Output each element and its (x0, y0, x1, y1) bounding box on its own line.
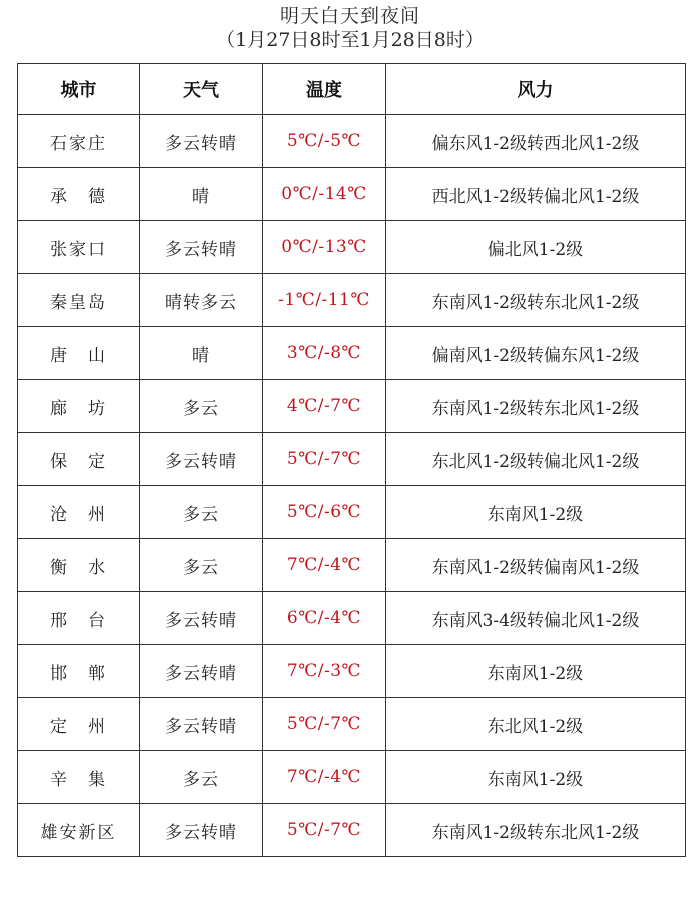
temperature-cell: 5℃/-7℃ (263, 433, 386, 486)
temperature-cell: 3℃/-8℃ (263, 327, 386, 380)
temperature-cell: 0℃/-14℃ (263, 168, 386, 221)
wind-cell: 东南风1-2级转偏南风1-2级 (386, 539, 686, 592)
temperature-cell: 4℃/-7℃ (263, 380, 386, 433)
table-row (18, 168, 686, 221)
forecast-table (17, 63, 686, 857)
city-cell: 定 州 (18, 698, 140, 751)
weather-cell: 多云转晴 (140, 433, 263, 486)
weather-cell: 多云转晴 (140, 115, 263, 168)
table-header-row (18, 64, 686, 115)
temperature-cell: 0℃/-13℃ (263, 221, 386, 274)
weather-cell: 多云转晴 (140, 698, 263, 751)
weather-cell: 多云 (140, 380, 263, 433)
city-cell: 沧 州 (18, 486, 140, 539)
wind-cell: 东南风1-2级转东北风1-2级 (386, 804, 686, 857)
city-cell: 辛 集 (18, 751, 140, 804)
temperature-cell: 7℃/-3℃ (263, 645, 386, 698)
city-cell: 承 德 (18, 168, 140, 221)
wind-cell: 东北风1-2级 (386, 698, 686, 751)
weather-cell: 多云转晴 (140, 592, 263, 645)
document-subtitle: （1月27日8时至1月28日8时） (216, 29, 484, 51)
city-cell: 保 定 (18, 433, 140, 486)
temperature-cell: 7℃/-4℃ (263, 751, 386, 804)
table-row (18, 592, 686, 645)
table-row (18, 751, 686, 804)
table-row (18, 327, 686, 380)
city-cell: 邢 台 (18, 592, 140, 645)
wind-cell: 偏北风1-2级 (386, 221, 686, 274)
weather-cell: 多云 (140, 486, 263, 539)
column-header-weather: 天气 (140, 64, 263, 115)
wind-cell: 东北风1-2级转偏北风1-2级 (386, 433, 686, 486)
city-cell: 秦皇岛 (18, 274, 140, 327)
weather-cell: 多云转晴 (140, 804, 263, 857)
column-header-city: 城市 (18, 64, 140, 115)
wind-cell: 偏南风1-2级转偏东风1-2级 (386, 327, 686, 380)
temperature-cell: 5℃/-7℃ (263, 804, 386, 857)
weather-cell: 多云转晴 (140, 645, 263, 698)
table-row (18, 274, 686, 327)
city-cell: 衡 水 (18, 539, 140, 592)
wind-cell: 东南风1-2级 (386, 645, 686, 698)
temperature-cell: -1℃/-11℃ (263, 274, 386, 327)
wind-cell: 偏东风1-2级转西北风1-2级 (386, 115, 686, 168)
temperature-cell: 5℃/-7℃ (263, 698, 386, 751)
table-row (18, 380, 686, 433)
city-cell: 雄安新区 (18, 804, 140, 857)
column-header-temperature: 温度 (263, 64, 386, 115)
wind-cell: 东南风1-2级转东北风1-2级 (386, 380, 686, 433)
city-cell: 张家口 (18, 221, 140, 274)
table-row (18, 433, 686, 486)
temperature-cell: 5℃/-5℃ (263, 115, 386, 168)
document-header (0, 4, 700, 52)
table-row (18, 804, 686, 857)
table-row (18, 698, 686, 751)
city-cell: 唐 山 (18, 327, 140, 380)
weather-cell: 多云 (140, 539, 263, 592)
wind-cell: 东南风1-2级 (386, 486, 686, 539)
table-row (18, 486, 686, 539)
wind-cell: 东南风1-2级 (386, 751, 686, 804)
wind-cell: 西北风1-2级转偏北风1-2级 (386, 168, 686, 221)
weather-cell: 多云 (140, 751, 263, 804)
city-cell: 石家庄 (18, 115, 140, 168)
table-row (18, 115, 686, 168)
temperature-cell: 5℃/-6℃ (263, 486, 386, 539)
document-title: 明天白天到夜间 (279, 5, 420, 27)
weather-cell: 晴转多云 (140, 274, 263, 327)
temperature-cell: 6℃/-4℃ (263, 592, 386, 645)
table-row (18, 645, 686, 698)
city-cell: 廊 坊 (18, 380, 140, 433)
city-cell: 邯 郸 (18, 645, 140, 698)
wind-cell: 东南风1-2级转东北风1-2级 (386, 274, 686, 327)
weather-cell: 晴 (140, 168, 263, 221)
weather-cell: 晴 (140, 327, 263, 380)
wind-cell: 东南风3-4级转偏北风1-2级 (386, 592, 686, 645)
column-header-wind: 风力 (386, 64, 686, 115)
temperature-cell: 7℃/-4℃ (263, 539, 386, 592)
table-row (18, 221, 686, 274)
table-row (18, 539, 686, 592)
weather-cell: 多云转晴 (140, 221, 263, 274)
